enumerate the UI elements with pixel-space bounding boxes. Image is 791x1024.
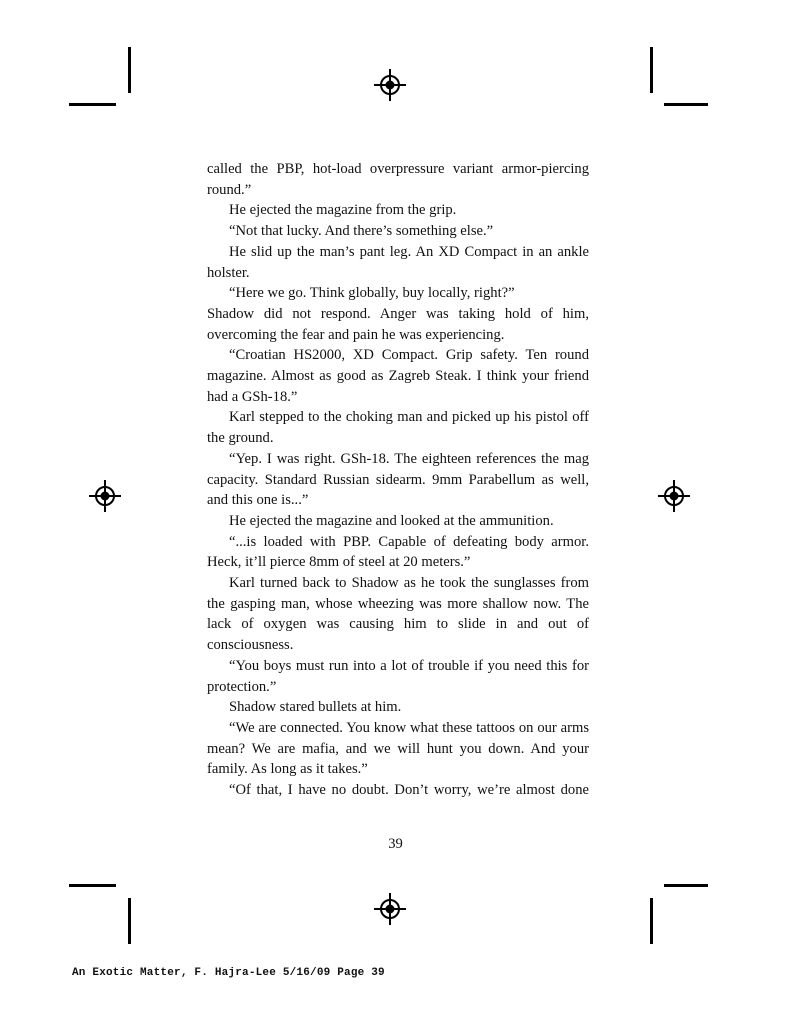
crop-mark-top-right-horizontal	[664, 103, 708, 106]
paragraph-continued: “Of that, I have no doubt. Don’t worry, we’re almost done	[229, 782, 589, 799]
registration-mark-left-icon	[89, 480, 121, 512]
paragraph: “Not that lucky. And there’s something else.”	[229, 223, 494, 240]
registration-mark-top-icon	[374, 69, 406, 101]
paragraph: “We are connected. You know what these tattoos on our arms mean? We are mafia, and we will hunt you down. And your family. As long as it takes.”	[207, 719, 589, 778]
crop-mark-bottom-left-horizontal	[69, 884, 116, 887]
crop-mark-top-left-horizontal	[69, 103, 116, 106]
page-number: 39	[388, 836, 403, 852]
paragraph: He slid up the man’s pant leg. An XD Compact in an ankle holster.	[207, 243, 589, 281]
paragraph: “...is loaded with PBP. Capable of defeating body armor. Heck, it’ll pierce 8mm of steel at 20 meters.”	[207, 533, 589, 571]
paragraph: called the PBP, hot-load overpressure variant armor-piercing round.”	[207, 161, 589, 198]
registration-mark-right-icon	[658, 480, 690, 512]
paragraph: Karl turned back to Shadow as he took the sunglasses from the gasping man, whose wheezing was more shallow now. The lack of oxygen was causing him to slide in and out of consciousness.	[207, 575, 589, 654]
crop-mark-bottom-left-vertical	[128, 898, 131, 944]
paragraph: Shadow did not respond. Anger was taking hold of him, overcoming the fear and pain he was experiencing.	[207, 305, 589, 343]
registration-mark-bottom-icon	[374, 893, 406, 925]
footer-slug: An Exotic Matter, F. Hajra-Lee 5/16/09 Page 39	[72, 967, 385, 979]
paragraph: Karl stepped to the choking man and picked up his pistol off the ground.	[207, 409, 589, 447]
body-text	[207, 159, 589, 801]
crop-mark-bottom-right-vertical	[650, 898, 653, 944]
paragraph: “You boys must run into a lot of trouble if you need this for protection.”	[207, 657, 589, 695]
paragraph: He ejected the magazine and looked at the ammunition.	[229, 512, 554, 529]
crop-mark-top-right-vertical	[650, 47, 653, 93]
paragraph: “Here we go. Think globally, buy locally, right?”	[229, 285, 515, 302]
paragraph: He ejected the magazine from the grip.	[229, 202, 457, 219]
paragraph: Shadow stared bullets at him.	[229, 699, 402, 716]
paragraph: “Yep. I was right. GSh-18. The eighteen references the mag capacity. Standard Russian sidearm. 9mm Parabellum as well, and this one is...”	[207, 450, 589, 509]
paragraph: “Croatian HS2000, XD Compact. Grip safety. Ten round magazine. Almost as good as Zagreb Steak. I think your friend had a GSh-18.”	[207, 347, 589, 405]
crop-mark-bottom-right-horizontal	[664, 884, 708, 887]
crop-mark-top-left-vertical	[128, 47, 131, 93]
